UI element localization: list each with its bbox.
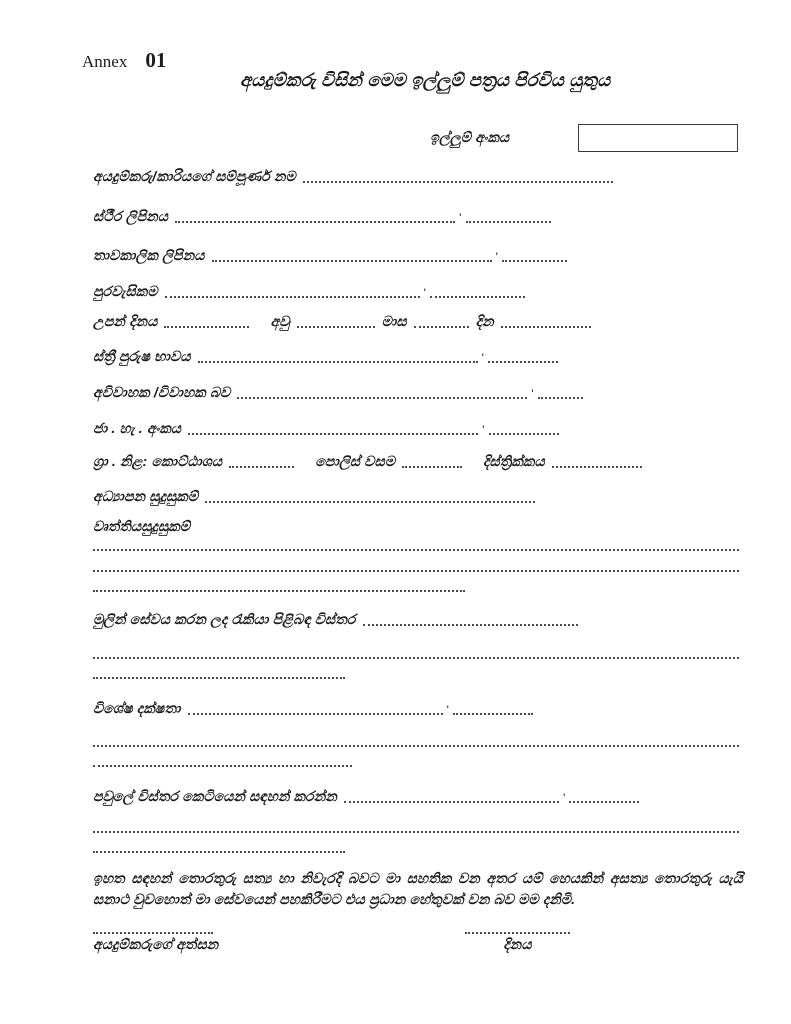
date-line[interactable] — [465, 928, 570, 934]
field-dob-days-fill[interactable] — [501, 322, 591, 328]
field-permanent-address — [93, 208, 551, 225]
field-permanent-address-fill[interactable] — [175, 217, 455, 223]
field-vocational-fill-line-2[interactable] — [93, 566, 739, 572]
field-permanent-address-label: ස්ථීර ලිපිනය — [93, 208, 169, 224]
field-full-name-fill[interactable] — [303, 177, 613, 183]
field-citizenship-fill[interactable] — [165, 292, 420, 298]
field-police-division-label: පොලිස් වසම — [315, 453, 396, 469]
field-vocational-fill-line-1[interactable] — [93, 545, 739, 551]
field-dob-fill[interactable] — [164, 322, 249, 328]
tick-mark: ' — [562, 791, 566, 805]
form-title: අයදුම්කරු විසින් මෙම ඉල්ලුම් පත්‍රය පිරවිය යුතුය — [240, 70, 611, 90]
annex-number: 01 — [145, 48, 167, 72]
field-temporary-address — [93, 247, 567, 264]
field-citizenship-fill-2[interactable] — [430, 292, 525, 298]
field-family-details-fill-line-1[interactable] — [93, 827, 739, 833]
field-citizenship-label: පුරවැසිකම — [93, 283, 158, 299]
field-gn-division — [93, 453, 642, 470]
field-gender-fill[interactable] — [198, 357, 478, 363]
tick-mark: ' — [459, 211, 462, 225]
field-special-skills-fill-line-2[interactable] — [93, 761, 352, 767]
field-previous-employment-fill[interactable] — [363, 620, 578, 626]
field-full-name — [93, 168, 613, 185]
field-dob-years-fill[interactable] — [297, 322, 375, 328]
field-education-label: අධ්‍යාපන සුදුසුකම් — [93, 488, 199, 504]
field-nic-number — [93, 420, 559, 437]
field-special-skills-fill-line-1[interactable] — [93, 741, 739, 747]
tick-mark: ' — [482, 423, 485, 437]
tick-mark: ' — [531, 387, 534, 401]
field-marital-status-fill[interactable] — [237, 393, 527, 399]
field-education-fill[interactable] — [205, 497, 535, 503]
field-permanent-address-fill-2[interactable] — [466, 217, 551, 223]
field-family-details-fill-2[interactable] — [569, 797, 639, 803]
annex-heading — [82, 48, 166, 73]
signature-line[interactable] — [93, 928, 213, 934]
field-family-details-fill[interactable] — [344, 797, 559, 803]
tick-mark: ' — [481, 351, 485, 365]
annex-label: Annex — [82, 52, 128, 71]
tick-mark: ' — [495, 250, 499, 264]
field-vocational-fill-line-3[interactable] — [93, 586, 465, 592]
field-gn-division-label: ග්‍රා . නිළ: කොට්ඨාශය — [93, 453, 223, 469]
field-full-name-label: අයදුම්කරු/කාරියගේ සම්පූර්ණ නම — [93, 168, 296, 184]
field-marital-status-label: අවිවාහක /විවාහක බව — [93, 384, 231, 400]
field-dob-days-label: දින — [475, 313, 494, 329]
tick-mark: ' — [446, 703, 450, 717]
field-temporary-address-label: තාවකාලික ලිපිනය — [93, 247, 205, 263]
date-label: දිනය — [503, 936, 532, 952]
field-marital-status-fill-2[interactable] — [538, 393, 583, 399]
field-dob-months-fill[interactable] — [414, 322, 469, 328]
field-district-label: දිස්ත්‍රික්කය — [483, 453, 545, 469]
field-previous-employment — [93, 611, 578, 628]
field-dob-months-label: මාස — [381, 313, 407, 329]
field-previous-employment-fill-line-2[interactable] — [93, 673, 345, 679]
field-temporary-address-fill-2[interactable] — [502, 256, 567, 262]
field-family-details-label: පවුලේ විස්තර කෙටියෙන් සඳහන් කරන්න — [93, 788, 337, 804]
application-number-box[interactable] — [578, 124, 738, 152]
field-nic-number-fill[interactable] — [188, 429, 478, 435]
field-family-details — [93, 788, 639, 805]
field-previous-employment-label: මුලින් සේවය කරන ලද රැකියා පිළිබඳ විස්තර — [93, 611, 356, 627]
field-nic-number-fill-2[interactable] — [489, 429, 559, 435]
field-gender-fill-2[interactable] — [488, 357, 558, 363]
field-special-skills-fill[interactable] — [188, 709, 443, 715]
field-education — [93, 488, 535, 505]
signature-label: අයදුම්කරුගේ අත්සන — [93, 936, 219, 952]
field-temporary-address-fill[interactable] — [212, 256, 492, 262]
field-special-skills-label: විශේෂ දක්ෂතා — [93, 700, 181, 716]
field-gender-label: ස්ත්‍රී පුරුෂ භාවය — [93, 348, 191, 364]
field-nic-number-label: ජා . හැ . අංකය — [93, 420, 182, 436]
field-dob-years-label: අවු — [270, 313, 290, 329]
field-police-division-fill[interactable] — [402, 462, 462, 468]
field-dob-label: උපන් දිනය — [93, 313, 158, 329]
field-special-skills-fill-2[interactable] — [453, 709, 533, 715]
field-gn-division-fill[interactable] — [229, 462, 294, 468]
declaration-text: ඉහත සඳහන් තොරතුරු සත්‍ය හා නිවැරදි බවට මා සහතික වන අතර යම් හෙයකින් අසත්‍ය තොරතුරු යැයි සනාථ වුවහොත් මා සේවයෙන් පහකිරීමට එය ප්‍රධාන හේතුවක් වන බව මම දනිමි. — [93, 870, 743, 907]
field-vocational — [93, 518, 190, 535]
field-special-skills — [93, 700, 533, 717]
field-previous-employment-fill-line-1[interactable] — [93, 653, 739, 659]
field-family-details-fill-line-2[interactable] — [93, 847, 345, 853]
field-gender — [93, 348, 558, 365]
field-marital-status — [93, 384, 583, 401]
field-vocational-label: වෘත්තියසුදුසුකම් — [93, 518, 191, 534]
field-date-of-birth — [93, 313, 591, 330]
tick-mark: ' — [423, 286, 427, 300]
field-district-fill[interactable] — [552, 462, 642, 468]
field-citizenship — [93, 283, 525, 300]
application-number-label: ඉල්ලුම් අංකය — [430, 129, 510, 145]
